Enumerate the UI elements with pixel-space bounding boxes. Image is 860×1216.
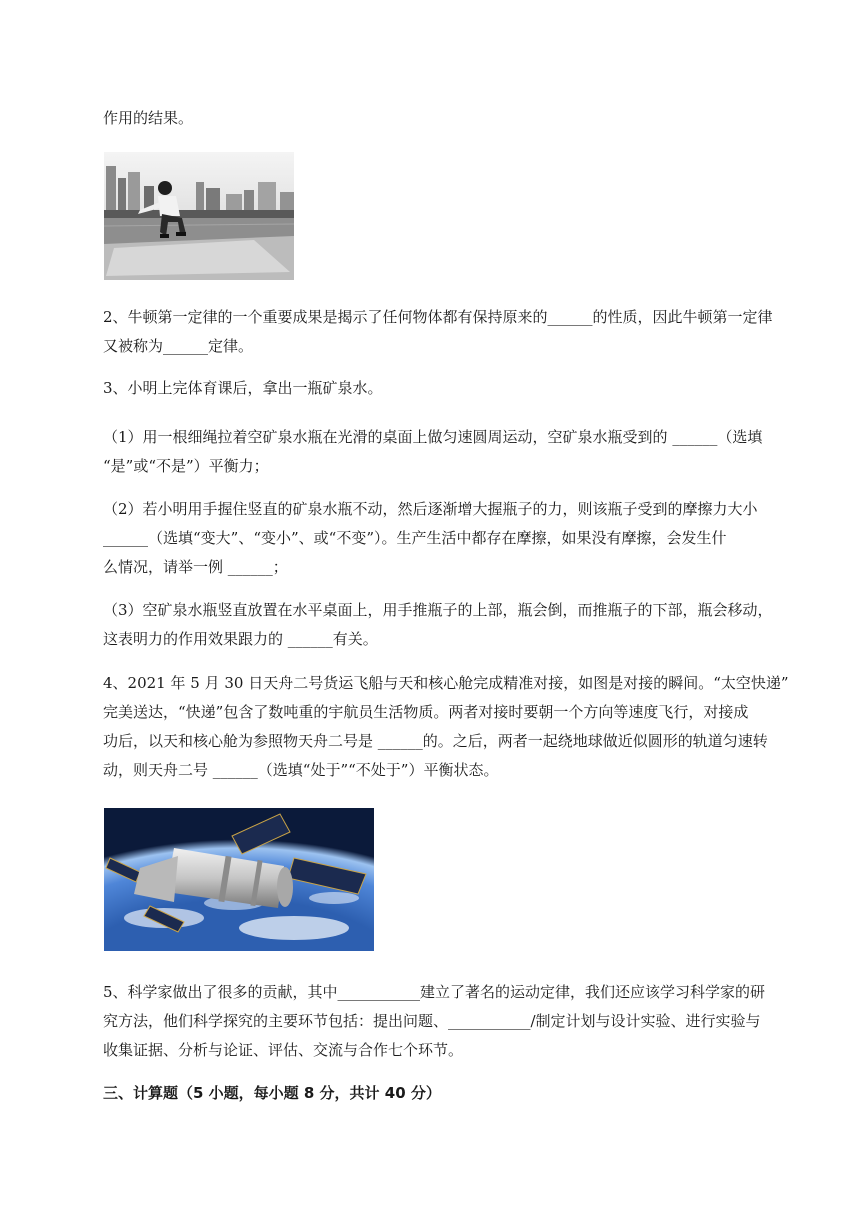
line-5: （1）用一根细绳拉着空矿泉水瓶在光滑的桌面上做匀速圆周运动，空矿泉水瓶受到的 ______（选填 — [103, 428, 763, 446]
line-16: 5、科学家做出了很多的贡献，其中___________建立了著名的运动定律，我们还应该学习科学家的研 — [103, 983, 766, 1001]
section-heading: 三、计算题（5 小题，每小题 8 分，共计 40 分） — [103, 1084, 441, 1102]
jumping-person-photo — [104, 152, 294, 280]
line-10: （3）空矿泉水瓶竖直放置在水平桌面上，用手推瓶子的上部，瓶会倒，而推瓶子的下部，瓶会移动， — [103, 601, 773, 619]
line-17: 究方法，他们科学探究的主要环节包括：提出问题、___________/制定计划与设计实验、进行实验与 — [103, 1012, 761, 1030]
line-12: 4、2021 年 5 月 30 日天舟二号货运飞船与天和核心舱完成精准对接，如图是对接的瞬间。“太空快递” — [103, 674, 789, 692]
line-9: 么情况，请举一例 ______； — [103, 558, 288, 576]
line-3: 又被称为______定律。 — [103, 337, 254, 355]
line-13: 完美送达，“快递”包含了数吨重的宇航员生活物质。两者对接时要朝一个方向等速度飞行，对接成 — [103, 703, 749, 721]
line-18: 收集证据、分析与论证、评估、交流与合作七个环节。 — [103, 1041, 464, 1059]
line-4: 3、小明上完体育课后，拿出一瓶矿泉水。 — [103, 379, 383, 397]
line-2: 2、牛顿第一定律的一个重要成果是揭示了任何物体都有保持原来的______的性质，因此牛顿第一定律 — [103, 308, 773, 326]
line-15: 动，则天舟二号 ______（选填“处于”“不处于”）平衡状态。 — [103, 761, 499, 779]
line-1: 作用的结果。 — [103, 109, 194, 127]
line-14: 功后，以天和核心舱为参照物天舟二号是 ______的。之后，两者一起绕地球做近似圆形的轨道匀速转 — [103, 732, 768, 750]
line-8: ______（选填“变大”、“变小”、或“不变”）。生产生活中都存在摩擦，如果没有摩擦，会发生什 — [103, 529, 727, 547]
line-7: （2）若小明用手握住竖直的矿泉水瓶不动，然后逐渐增大握瓶子的力，则该瓶子受到的摩擦力大小 — [103, 500, 758, 518]
line-6: “是”或“不是”）平衡力； — [103, 457, 269, 475]
spacecraft-docking-photo — [104, 808, 374, 951]
line-11: 这表明力的作用效果跟力的 ______有关。 — [103, 630, 378, 648]
